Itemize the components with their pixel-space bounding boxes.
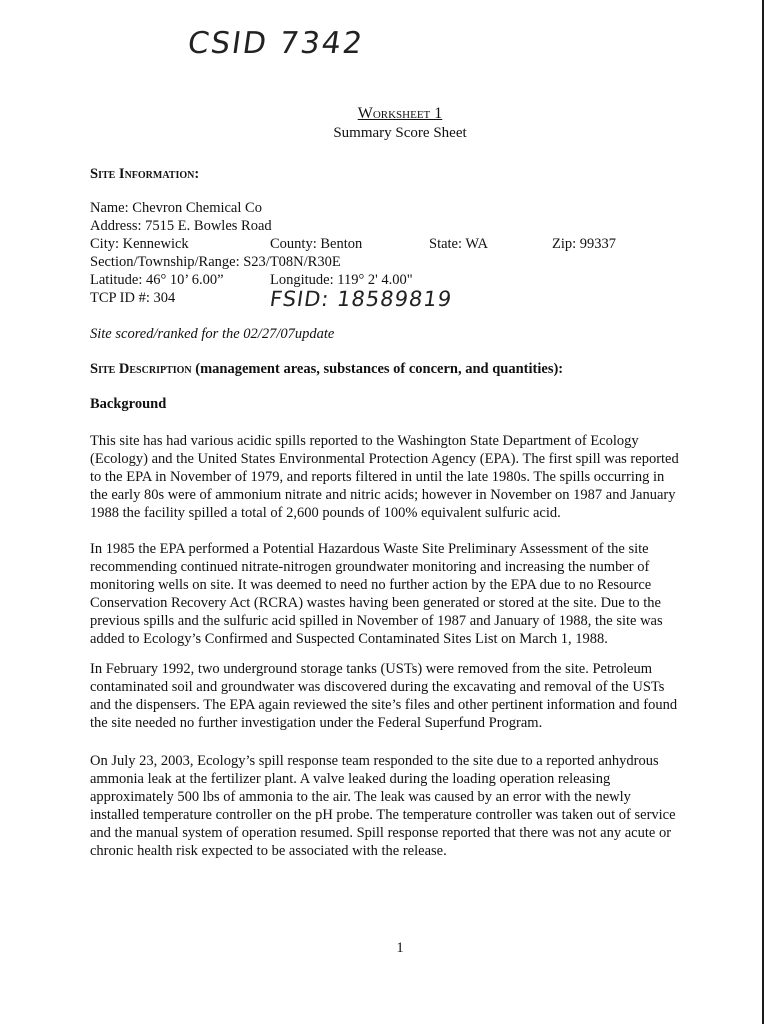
paragraph-line: Conservation Recovery Act (RCRA) wastes having been generated or stored at the site. Due to the	[90, 595, 661, 611]
site-scored-note: Site scored/ranked for the 02/27/07update	[90, 326, 335, 342]
paragraph-line: to the EPA in November of 1979, and reports filtered in until the late 1980s. The spills occurring in	[90, 469, 665, 485]
paragraph-epa-assessment	[90, 540, 712, 648]
paragraph-line: recommending continued nitrate-nitrogen groundwater monitoring and increasing the number of	[90, 559, 650, 575]
paragraph-line: (Ecology) and the United States Environmental Protection Agency (EPA). The first spill was reported	[90, 451, 679, 467]
worksheet-title: Worksheet 1	[357, 105, 443, 122]
paragraph-line: approximately 500 lbs of ammonia to the air. The leak was caused by an error with the newly	[90, 789, 631, 805]
background-heading: Background	[90, 396, 167, 412]
site-zip: Zip: 99337	[552, 236, 617, 252]
site-information-heading: Site Information:	[90, 166, 200, 182]
page-number: 1	[396, 940, 404, 956]
site-tcp-id: TCP ID #: 304	[90, 290, 176, 306]
site-state: State: WA	[429, 236, 488, 252]
handwritten-fsid-note: FSID: 18589819	[268, 287, 454, 311]
paragraph-line: chronic health risk expected to be associated with the release.	[90, 843, 447, 859]
paragraph-line: ammonia leak at the fertilizer plant. A valve leaked during the loading operation releasing	[90, 771, 611, 787]
site-description-heading-suffix: (management areas, substances of concern, and quantities):	[191, 361, 564, 377]
paragraph-spill-history	[90, 432, 712, 522]
worksheet-subtitle: Summary Score Sheet	[333, 125, 467, 141]
site-description-heading-prefix: Site Description	[90, 361, 192, 377]
paragraph-line: In 1985 the EPA performed a Potential Hazardous Waste Site Preliminary Assessment of the site	[90, 541, 649, 557]
site-address: Address: 7515 E. Bowles Road	[90, 218, 272, 234]
handwritten-csid-note: CSID 7342	[185, 26, 367, 61]
paragraph-line: and the dispensers. The EPA again reviewed the site’s files and other pertinent information and found	[90, 697, 678, 713]
site-county: County: Benton	[270, 236, 363, 252]
paragraph-line: previous spills and the sulfuric acid spilled in November of 1987 and January of 1988, the site was	[90, 613, 663, 629]
scan-edge-line	[762, 0, 764, 1024]
site-section-township-range: Section/Township/Range: S23/T08N/R30E	[90, 254, 341, 270]
paragraph-line: installed temperature controller on the pH probe. The temperature controller was taken out of service	[90, 807, 676, 823]
paragraph-line: 1988 the facility spilled a total of 2,600 pounds of 100% equivalent sulfuric acid.	[90, 505, 561, 521]
paragraph-line: monitoring wells on site. It was deemed to need no further action by the EPA due to no Resource	[90, 577, 652, 593]
paragraph-ust-removal	[90, 660, 712, 732]
paragraph-line: In February 1992, two underground storage tanks (USTs) were removed from the site. Petroleum	[90, 661, 653, 677]
site-latitude: Latitude: 46° 10’ 6.00”	[90, 272, 224, 288]
site-longitude: Longitude: 119° 2' 4.00"	[270, 272, 413, 288]
paragraph-line: the early 80s were of ammonium nitrate and nitric acids; however in November on 1987 and January	[90, 487, 676, 503]
paragraph-line: On July 23, 2003, Ecology’s spill response team responded to the site due to a reported anhydrous	[90, 753, 659, 769]
paragraph-ammonia-leak	[90, 752, 712, 860]
site-city: City: Kennewick	[90, 236, 189, 252]
paragraph-line: This site has had various acidic spills reported to the Washington State Department of Ecology	[90, 433, 639, 449]
site-description-heading	[90, 361, 563, 378]
paragraph-line: the site needed no further investigation under the Federal Superfund Program.	[90, 715, 543, 731]
paragraph-line: added to Ecology’s Confirmed and Suspected Contaminated Sites List on March 1, 1988.	[90, 631, 608, 647]
paragraph-line: and the manual system of operation resumed. Spill response reported that there was not any acute or	[90, 825, 672, 841]
paragraph-line: contaminated soil and groundwater was discovered during the excavating and removal of the USTs	[90, 679, 665, 695]
site-name: Name: Chevron Chemical Co	[90, 200, 262, 216]
